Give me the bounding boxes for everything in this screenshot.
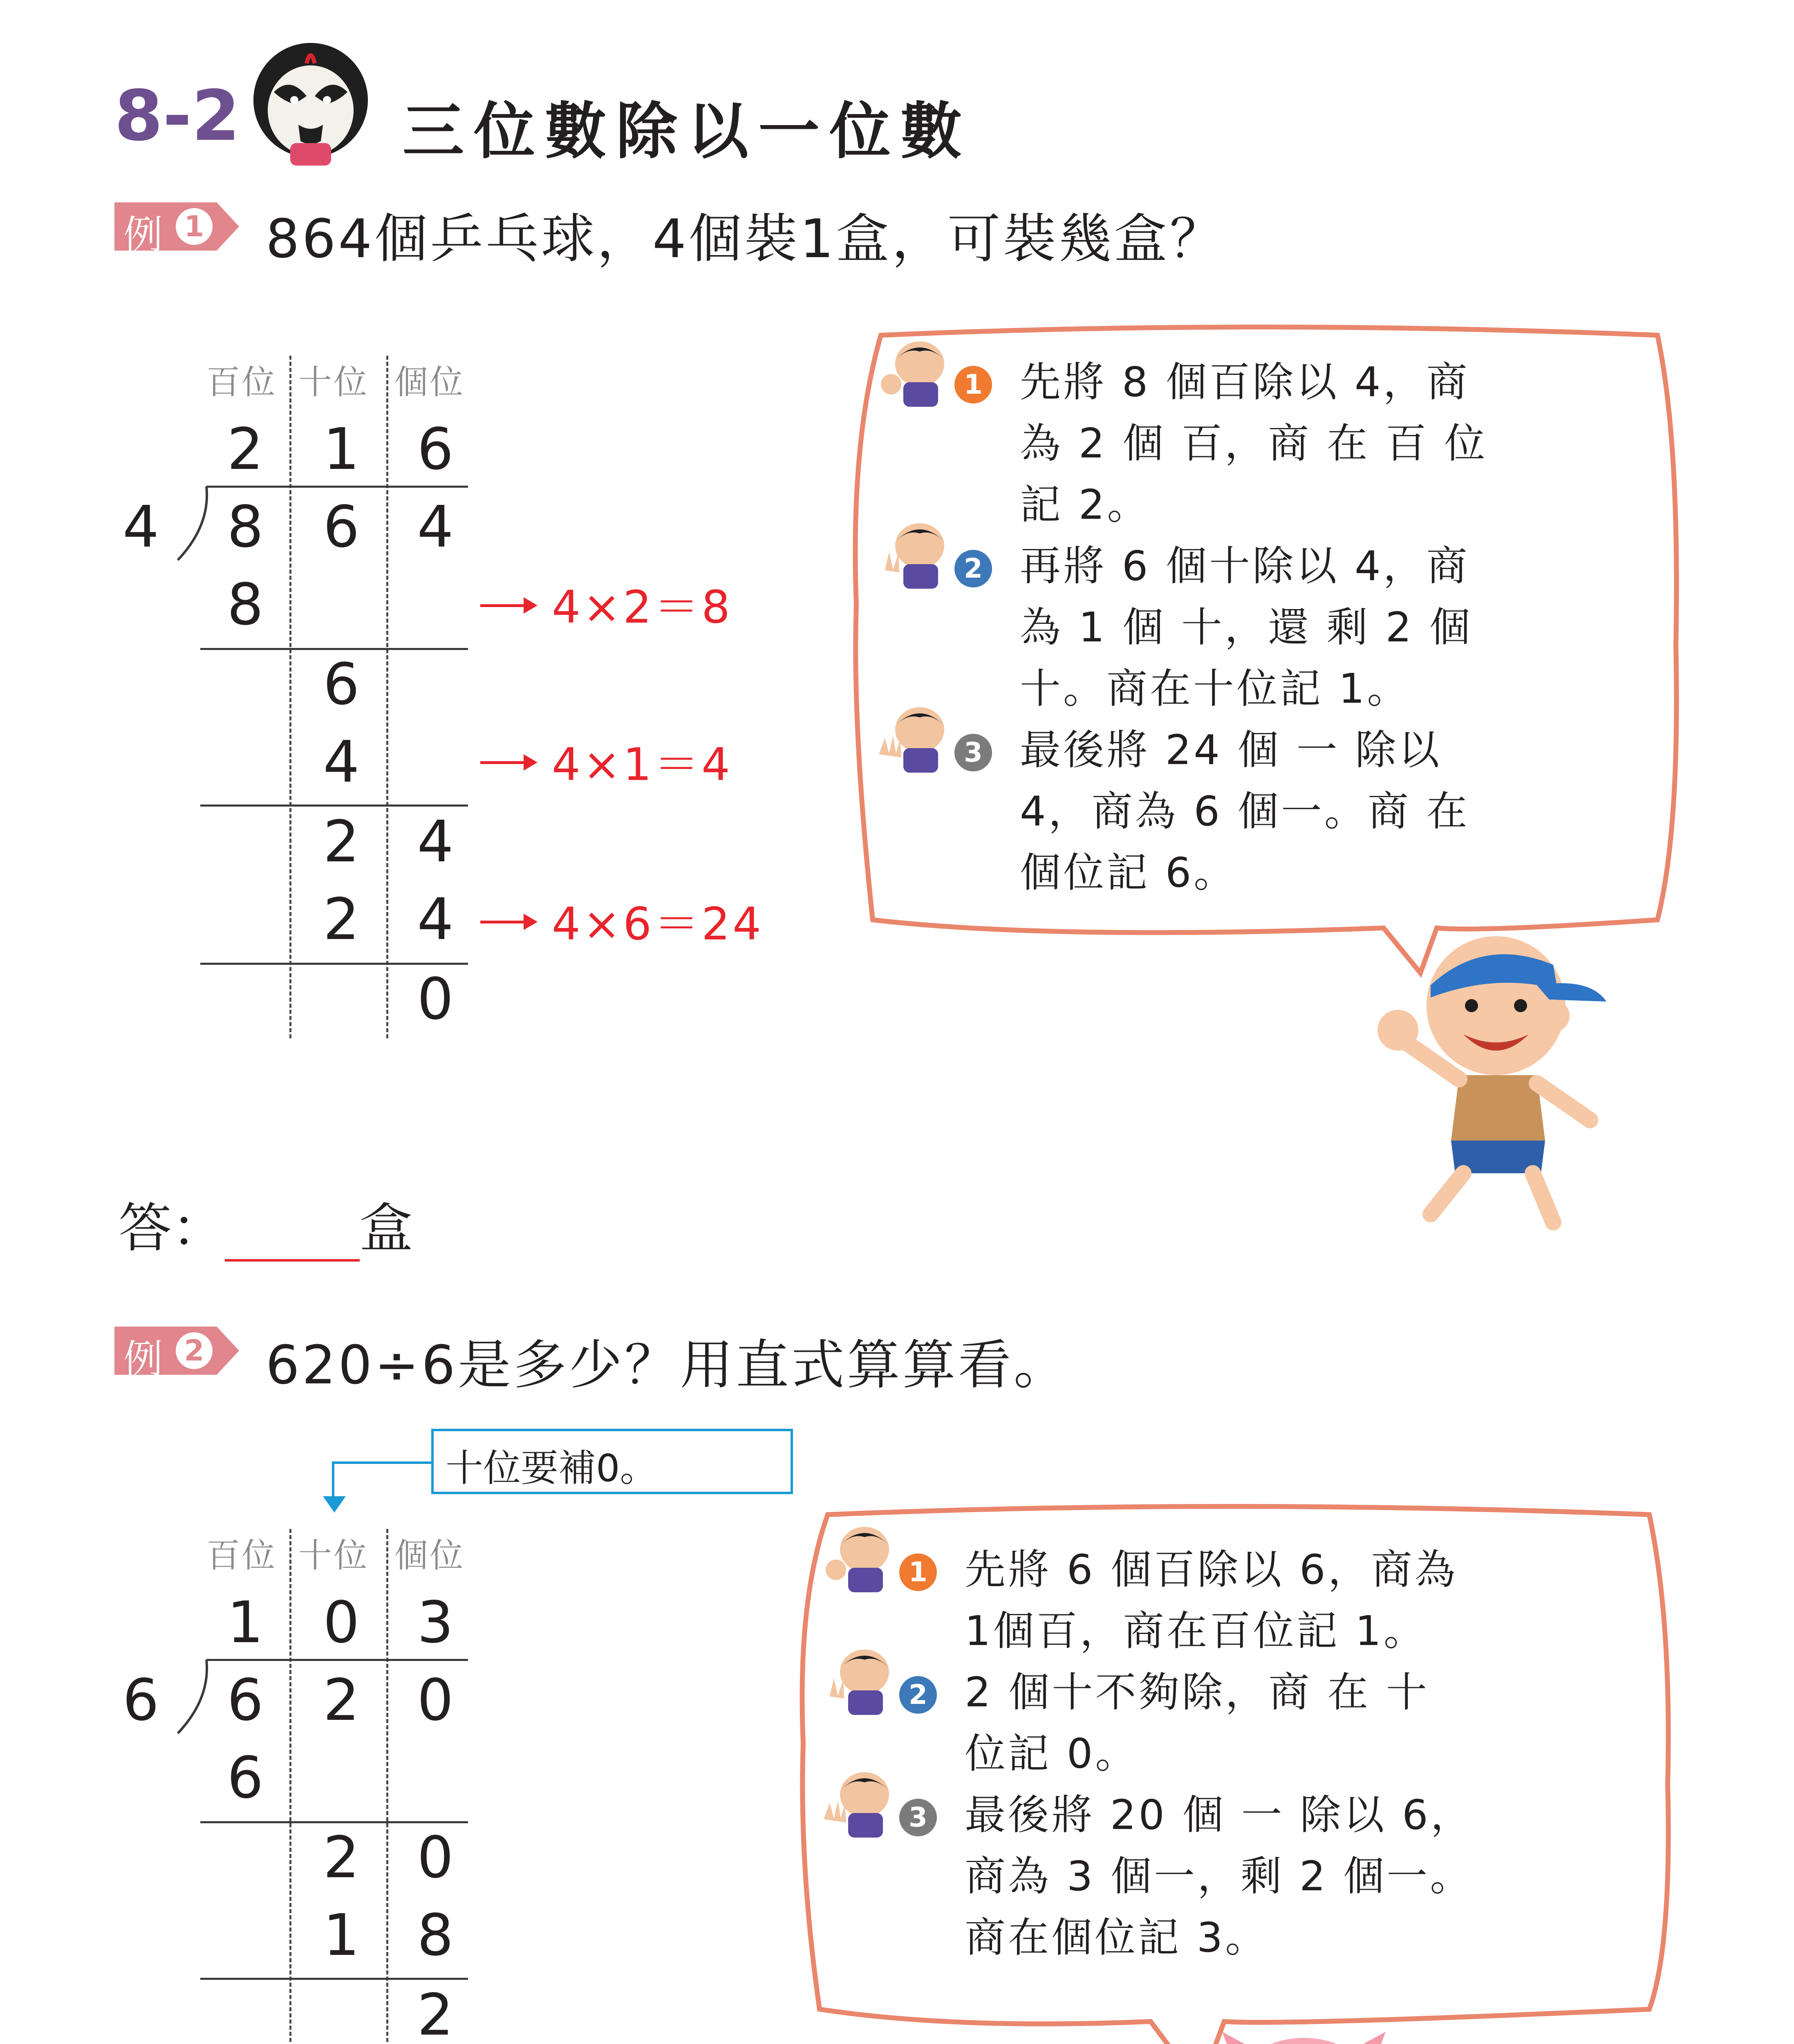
boy-peace-sign-icon [820, 1647, 901, 1717]
step-text: 個位記 6。 [1020, 849, 1237, 896]
column-header-hundreds: 百位 [206, 363, 277, 402]
boy-peace-sign-icon [875, 521, 956, 591]
red-arrow-icon [480, 921, 525, 923]
step-text: 最後將 24 個 一 除以 [1020, 726, 1442, 774]
step-text: 2 個十不夠除，商 在 十 [965, 1668, 1429, 1716]
step-text: 商為 3 個一，剩 2 個一。 [965, 1852, 1474, 1900]
step-text: 十。商在十位記 1。 [1020, 665, 1411, 713]
dashed-divider [289, 356, 291, 1038]
column-header-hundreds: 百位 [206, 1536, 277, 1575]
quotient-digit: 6 [417, 416, 454, 483]
quotient-digit: 2 [227, 416, 264, 483]
divisor: 4 [123, 494, 159, 560]
multiplication-note: 4×2＝8 [552, 581, 733, 633]
quotient-digit: 3 [417, 1589, 454, 1656]
dividend-digit: 8 [227, 494, 264, 560]
multiplication-note: 4×1＝4 [552, 738, 733, 791]
step-text: 位記 0。 [965, 1730, 1139, 1777]
tag-label: 例 [123, 212, 163, 258]
column-header-ones: 個位 [394, 1536, 465, 1575]
step-text: 再將 6 個十除以 4，商 [1020, 542, 1470, 590]
step-text: 為 2 個 百，商 在 百 位 [1020, 419, 1488, 467]
red-arrow-icon [480, 604, 525, 607]
dashed-divider [386, 356, 388, 1038]
step-number-badge: 2 [954, 550, 992, 587]
red-arrow-icon [480, 761, 525, 764]
column-header-ones: 個位 [394, 363, 465, 402]
division-bar [206, 1659, 468, 1661]
tag-number: 1 [176, 208, 213, 245]
step-text: 商在個位記 3。 [965, 1914, 1269, 1961]
work-digit: 4 [323, 729, 360, 796]
step-text: 4，商為 6 個一。商 在 [1020, 787, 1470, 835]
boy-three-fingers-icon [875, 705, 956, 775]
work-digit: 6 [323, 651, 360, 718]
work-digit: 8 [417, 1902, 454, 1969]
answer-blank[interactable] [225, 1197, 360, 1262]
dividend-digit: 2 [323, 1667, 360, 1734]
step-number-badge: 1 [899, 1553, 937, 1591]
quotient-digit: 0 [323, 1589, 360, 1656]
step-number-badge: 1 [954, 366, 992, 403]
column-header-tens: 十位 [298, 363, 369, 402]
example-2-tag [114, 1327, 241, 1382]
section-number: 8-2 [114, 76, 240, 157]
pig-character-icon [1198, 2032, 1410, 2044]
answer-unit: 盒 [360, 1197, 413, 1259]
dividend-digit: 6 [323, 494, 360, 560]
note-connector [333, 1461, 431, 1464]
subtraction-line [200, 648, 468, 650]
boy-cap-character-icon [1361, 928, 1680, 1239]
work-digit: 0 [417, 1824, 454, 1891]
work-digit: 1 [323, 1902, 360, 1969]
tag-label: 例 [123, 1336, 163, 1382]
tag-number: 2 [176, 1332, 213, 1369]
dividend-digit: 6 [227, 1667, 264, 1734]
quotient-digit: 1 [227, 1589, 264, 1656]
work-digit: 2 [323, 809, 360, 875]
division-bar [206, 486, 468, 488]
work-digit: 0 [417, 966, 454, 1033]
work-digit: 2 [323, 1824, 360, 1891]
opera-mask-mascot-icon [245, 39, 376, 178]
example-1-question: 864個乒乓球，4個裝1盒，可裝幾盒？ [266, 208, 1225, 270]
note-connector [332, 1461, 334, 1498]
step-text: 先將 8 個百除以 4，商 [1020, 358, 1470, 406]
multiplication-note: 4×6＝24 [552, 898, 764, 950]
dashed-divider [386, 1529, 388, 2044]
dividend-digit: 0 [417, 1667, 454, 1734]
example-2-question: 620÷6是多少？用直式算算看。 [266, 1334, 1069, 1396]
subtraction-line [200, 805, 468, 807]
work-digit: 4 [417, 809, 454, 875]
down-arrow-icon [323, 1496, 346, 1513]
divisor: 6 [123, 1667, 159, 1734]
subtraction-line [200, 1978, 468, 1980]
work-digit: 2 [323, 886, 360, 953]
answer-line [119, 1186, 413, 1262]
subtraction-line [200, 1821, 468, 1823]
work-digit: 4 [417, 886, 454, 953]
example-1-tag [114, 202, 241, 258]
step-text: 1個百，商在百位記 1。 [965, 1607, 1427, 1655]
step-number-badge: 2 [899, 1676, 937, 1714]
step-text: 記 2。 [1020, 481, 1151, 529]
work-digit: 8 [227, 572, 264, 638]
boy-three-fingers-icon [820, 1770, 901, 1840]
step-text: 最後將 20 個 一 除以 6， [965, 1791, 1474, 1839]
quotient-digit: 1 [323, 416, 360, 483]
subtraction-line [200, 963, 468, 965]
step-number-badge: 3 [899, 1799, 937, 1836]
section-title: 三位數除以一位數 [403, 96, 972, 167]
step-text: 為 1 個 十，還 剩 2 個 [1020, 603, 1473, 651]
step-text: 先將 6 個百除以 6，商為 [965, 1546, 1458, 1594]
step-number-badge: 3 [954, 734, 992, 771]
dashed-divider [289, 1529, 291, 2044]
work-digit: 2 [417, 1982, 454, 2044]
note-text: 十位要補0。 [446, 1446, 658, 1490]
boy-thumbs-up-icon [820, 1525, 901, 1594]
division-bracket [174, 1658, 211, 1735]
work-digit: 6 [227, 1745, 264, 1811]
division-bracket [174, 484, 211, 562]
column-header-tens: 十位 [298, 1536, 369, 1575]
dividend-digit: 4 [417, 494, 454, 560]
boy-thumbs-up-icon [875, 339, 956, 409]
answer-label: 答： [119, 1197, 225, 1259]
